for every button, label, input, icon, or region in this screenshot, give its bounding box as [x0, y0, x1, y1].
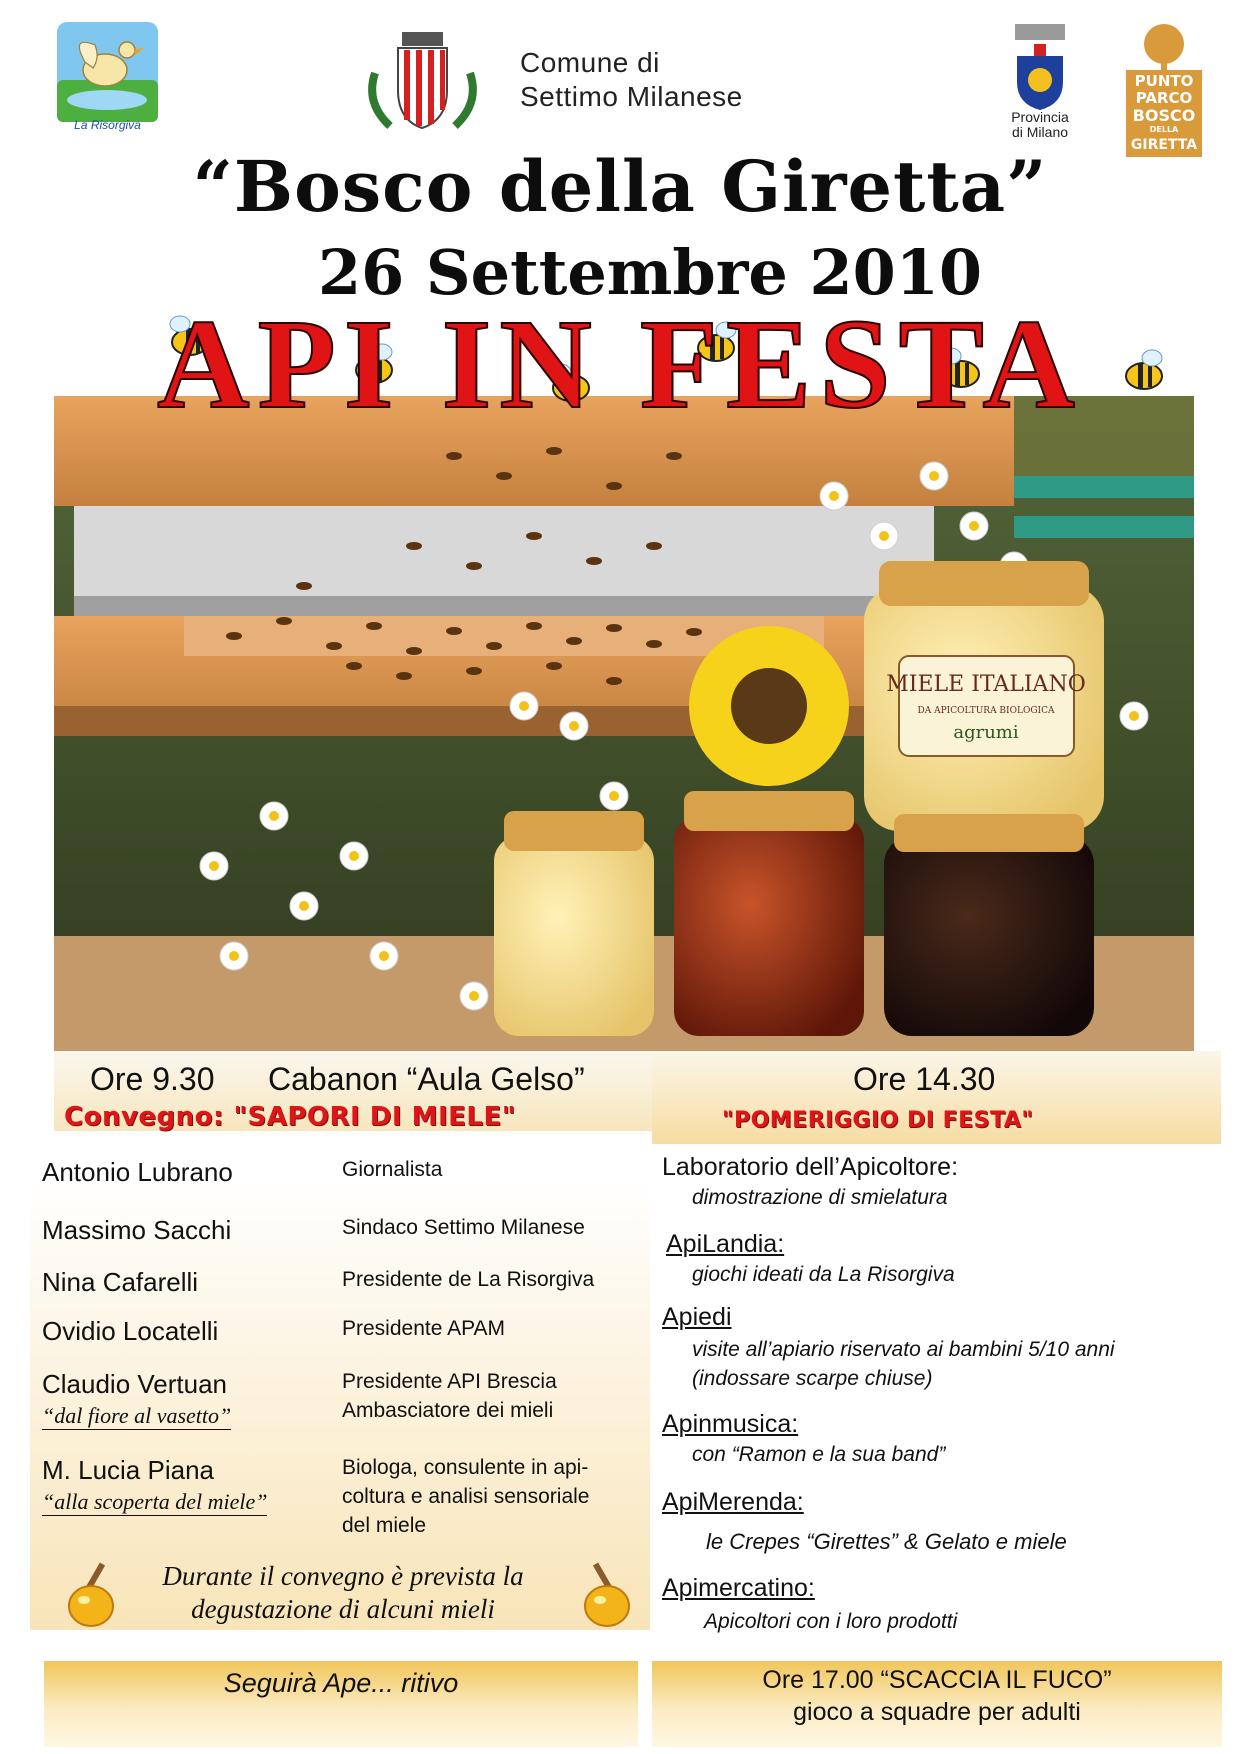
- speaker-role: Presidente API Brescia Ambasciatore dei mieli: [342, 1370, 557, 1422]
- speaker-name: Antonio Lubrano: [42, 1157, 233, 1187]
- jar-label-3: agrumi: [953, 722, 1019, 743]
- honey-pot-icon: [62, 1560, 120, 1630]
- la-risorgiva-label: La Risorgiva: [74, 118, 141, 132]
- beehive-honey-photo: [54, 396, 1194, 1051]
- punto-parco-line-3: BOSCO: [1132, 106, 1196, 125]
- activity-desc: dimostrazione di smielatura: [692, 1186, 948, 1209]
- jar-label-2: DA APICOLTURA BIOLOGICA: [917, 706, 1055, 716]
- punto-parco-logo: [1126, 22, 1202, 157]
- comune-line-1: Comune di: [520, 47, 660, 78]
- event-name: API IN FESTA: [157, 293, 1083, 435]
- speaker-role: Giornalista: [342, 1158, 443, 1181]
- speaker-role: Sindaco Settimo Milanese: [342, 1216, 585, 1239]
- speaker-role: Presidente de La Risorgiva: [342, 1268, 595, 1291]
- comune-crest: [360, 28, 485, 133]
- morning-venue: Cabanon “Aula Gelso”: [268, 1061, 585, 1097]
- activity-title: Apinmusica:: [662, 1410, 799, 1438]
- speaker-name: M. Lucia Piana: [42, 1455, 214, 1485]
- afternoon-time: Ore 14.30: [853, 1061, 996, 1097]
- speaker-talk: “dal fiore al vasetto”: [42, 1403, 232, 1428]
- activity-desc: giochi ideati da La Risorgiva: [692, 1263, 955, 1286]
- speaker-role: Biologa, consulente in api- coltura e analisi sensoriale del miele: [342, 1456, 590, 1537]
- activity-desc: le Crepes “Girettes” & Gelato e miele: [706, 1529, 1067, 1554]
- jar-label-1: MIELE ITALIANO: [886, 672, 1086, 697]
- activity-desc: Apicoltori con i loro prodotti: [704, 1610, 958, 1633]
- scaccia-fuco-desc: gioco a squadre per adulti: [793, 1698, 1081, 1726]
- activity-title: Apiedi: [662, 1303, 732, 1331]
- activity-title: ApiMerenda:: [662, 1488, 804, 1516]
- comune-name: [520, 46, 743, 114]
- comune-line-2: Settimo Milanese: [520, 81, 743, 112]
- activity-title: ApiLandia:: [666, 1230, 785, 1258]
- afternoon-title: "POMERIGGIO DI FESTA": [722, 1108, 1034, 1133]
- provincia-crest: [1005, 22, 1075, 112]
- convegno-title: Convegno: "SAPORI DI MIELE": [64, 1102, 516, 1132]
- venue-title: “Bosco della Giretta”: [192, 145, 1048, 228]
- aperitivo-text: Seguirà Ape... ritivo: [223, 1668, 459, 1698]
- punto-parco-line-4: DELLA: [1149, 125, 1179, 134]
- punto-parco-line-1: PUNTO: [1134, 72, 1194, 90]
- activity-desc: con “Ramon e la sua band”: [692, 1443, 946, 1466]
- tasting-note: Durante il convegno è prevista la degustazione di alcuni mieli: [162, 1561, 524, 1624]
- speaker-name: Massimo Sacchi: [42, 1215, 232, 1245]
- event-date: 26 Settembre 2010: [317, 236, 983, 309]
- provincia-line-1: Provincia: [1011, 109, 1069, 125]
- scaccia-fuco-time: Ore 17.00 “SCACCIA IL FUCO”: [762, 1666, 1112, 1694]
- speaker-name: Claudio Vertuan: [42, 1369, 228, 1399]
- provincia-line-2: di Milano: [1011, 124, 1069, 140]
- provincia-name: [990, 110, 1090, 140]
- activity-desc: visite all’apiario riservato ai bambini 5/10 anni (indossare scarpe chiuse): [692, 1338, 1115, 1390]
- speaker-name: Ovidio Locatelli: [42, 1316, 219, 1346]
- punto-parco-line-5: GIRETTA: [1130, 137, 1198, 153]
- speaker-name: Nina Cafarelli: [42, 1267, 199, 1297]
- honey-pot-icon: [578, 1560, 636, 1630]
- activity-title: Apimercatino:: [662, 1574, 815, 1602]
- activity-title: Laboratorio dell’Apicoltore:: [662, 1153, 959, 1181]
- speaker-talk: “alla scoperta del miele”: [42, 1489, 268, 1514]
- morning-time: Ore 9.30: [90, 1061, 215, 1097]
- punto-parco-line-2: PARCO: [1135, 89, 1193, 107]
- speaker-role: Presidente APAM: [342, 1317, 506, 1340]
